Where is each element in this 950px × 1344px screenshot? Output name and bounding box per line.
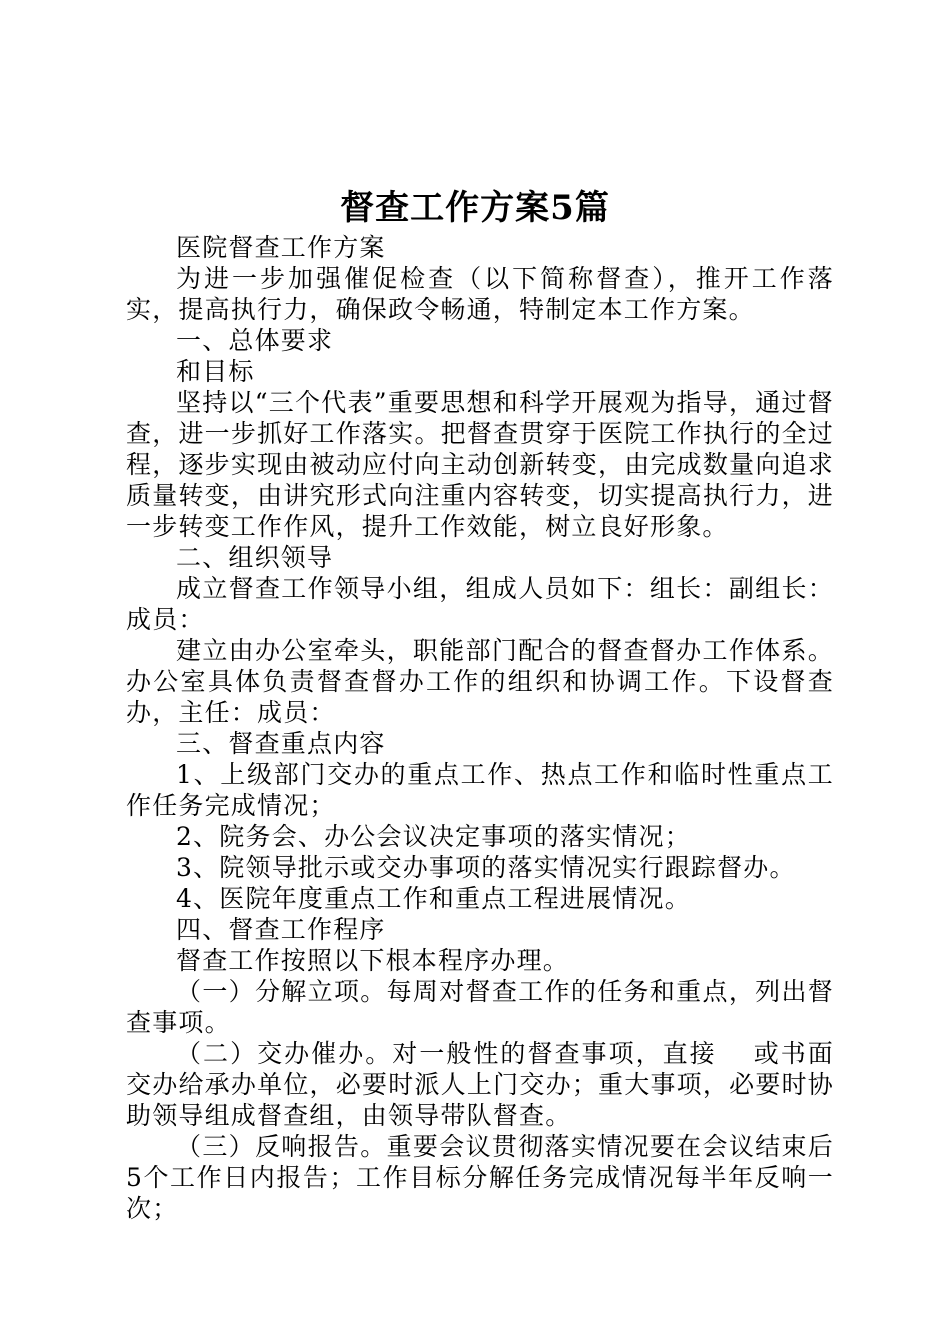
paragraph: 建立由办公室牵头，职能部门配合的督查督办工作体系。办公室具体负责督查督办工作的组织和协调工作。下设督查办，主任：成员： [126,636,834,727]
paragraph: 成立督查工作领导小组，组成人员如下：组长：副组长：成员： [126,574,834,634]
document-title: 督查工作方案5篇 [340,188,610,228]
list-item: （一）分解立项。每周对督查工作的任务和重点，列出督查事项。 [126,977,834,1037]
section-heading: 四、督查工作程序 [176,915,386,944]
list-item: 2、院务会、办公会议决定事项的落实情况； [176,822,691,851]
section-heading: 一、总体要求 [176,326,334,355]
section-heading: 二、组织领导 [176,543,334,572]
list-item: 4、医院年度重点工作和重点工程进展情况。 [176,884,691,913]
paragraph: 医院督查工作方案 [176,233,386,262]
document-body [126,232,834,1224]
list-item: （三）反响报告。重要会议贯彻落实情况要在会议结束后5个工作日内报告；工作目标分解任务完成情况每半年反响一次； [126,1132,834,1223]
paragraph: 督查工作按照以下根本程序办理。 [176,946,570,975]
paragraph: 坚持以“三个代表”重要思想和科学开展观为指导，通过督查，进一步抓好工作落实。把督查贯穿于医院工作执行的全过程，逐步实现由被动应付向主动创新转变，由完成数量向追求质量转变，由讲究形式向注重内容转变，切实提高执行力，进一步转变工作作风，提升工作效能，树立良好形象。 [126,388,834,541]
list-item: 1、上级部门交办的重点工作、热点工作和临时性重点工作任务完成情况； [126,760,834,820]
section-heading: 三、督查重点内容 [176,729,386,758]
list-item: （二）交办催办。对一般性的督查事项，直接 或书面交办给承办单位，必要时派人上门交办；重大事项，必要时协助领导组成督查组，由领导带队督查。 [126,1039,834,1130]
paragraph: 和目标 [176,357,255,386]
list-item: 3、院领导批示或交办事项的落实情况实行跟踪督办。 [176,853,796,882]
paragraph: 为进一步加强催促检查（以下简称督查），推开工作落实，提高执行力，确保政令畅通，特制定本工作方案。 [126,264,834,324]
